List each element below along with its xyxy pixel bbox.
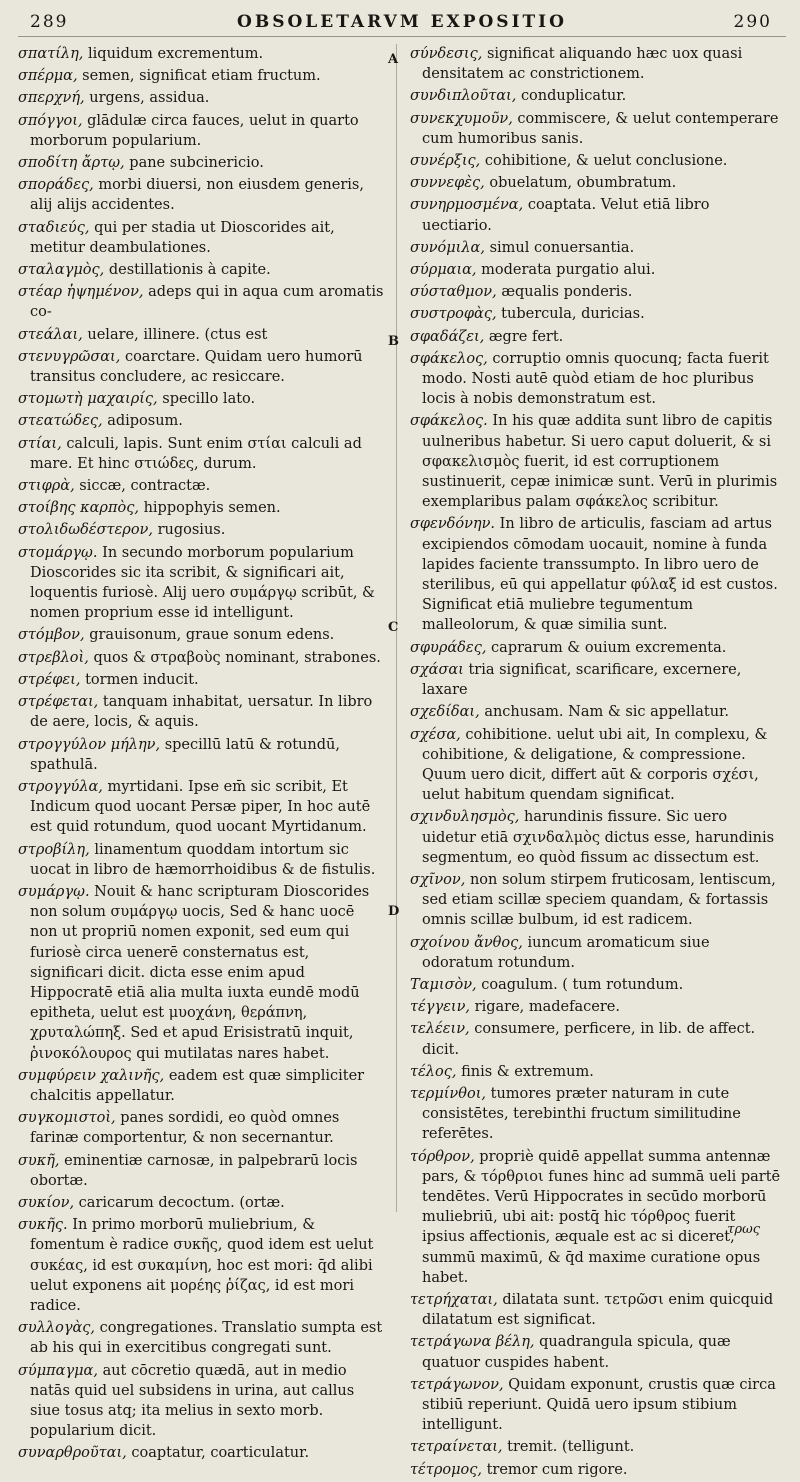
entry-term: συνεκχυμοῦν, xyxy=(410,110,513,127)
entry-definition: tanquam inhabitat, uersatur. In libro de aere, locis, & aquis. xyxy=(30,694,373,731)
entry-definition: Nouit & hanc scripturam Dioscorides non solum συμάργῳ uocis, Sed & hanc uocē non ut propriū nomen exponit, sed eum qui furiosè circa uenerē consternatus est, significari dicit. dicta esse enim apud Hippocratē etiā alia multa iuxta eundē modū epitheta, uelut est μυοχάνη, θεράπνη, χρυταλώπηξ. Sed et apud Erisistratū inquit, ῥινοκόλουρος qui mutilatas nares habet. xyxy=(30,883,370,1062)
entry-definition: tormen inducit. xyxy=(85,671,199,688)
glossary-entry xyxy=(410,86,782,106)
entry-term: σχέσα, xyxy=(410,726,461,743)
entry-definition: In his quæ addita sunt libro de capitis uulneribus habetur. Si uero caput doluerit, & si σφακελισμὸς fuerit, id est corruptionem sustinuerit, cepæ inimicæ sunt. Verū in plurimis exemplaribus palam σφάκελος scribitur. xyxy=(422,413,778,511)
entry-term: τέγγειν, xyxy=(410,999,471,1016)
glossary-entry xyxy=(18,1215,386,1316)
glossary-entry xyxy=(410,1375,782,1436)
page-number-left: 289 xyxy=(30,12,69,32)
entry-term: στροβίλη, xyxy=(18,841,90,858)
entry-definition: simul conuersantia. xyxy=(489,239,635,256)
entry-definition: aut cōcretio quædā, aut in medio natās quid uel subsidens in urina, aut callus siue tosus atq; ita melius in sexto morb. popularium dicit. xyxy=(30,1362,355,1440)
margin-letter-c: C xyxy=(388,620,399,635)
entry-term: σφαδάζει, xyxy=(410,328,485,345)
entry-term: σφάκελος. xyxy=(410,413,488,430)
entry-definition: dilatata sunt. τετρῶσι enim quicquid dilatatum est significat. xyxy=(422,1291,774,1329)
entry-term: σχεδίδαι, xyxy=(410,704,480,721)
entry-definition: Quidam exponunt, crustis quæ circa stibiū reperiunt. Quidā uero ipsum stibium intelligunt. xyxy=(422,1376,776,1434)
glossary-entry xyxy=(18,411,386,431)
entry-definition: tria significat, scarificare, excernere, laxare xyxy=(422,661,742,699)
entry-term: τετρήχαται, xyxy=(410,1291,498,1308)
entry-term: στεατώδες, xyxy=(18,413,103,430)
glossary-entry xyxy=(18,520,386,540)
glossary-entry xyxy=(18,153,386,173)
glossary-entry xyxy=(18,648,386,668)
entry-definition: destillationis à capite. xyxy=(108,262,271,279)
entry-definition: propriè quidē appellat summa antennæ pars, & τόρθριοι funes hinc ad summā ueli partē tendētes. Verū Hippocrates in secūdo morborū muliebriū, ubi ait: postq̄ hic τόρθρος fuerit ipsius affectionis, æquale est ac si diceret, summū maximū, & q̄d maxime curatione opus habet. xyxy=(422,1148,781,1286)
glossary-entry xyxy=(410,173,782,193)
entry-term: σχάσαι xyxy=(410,661,464,678)
right-column xyxy=(410,44,782,1482)
glossary-entry xyxy=(18,625,386,645)
glossary-entry xyxy=(410,44,782,84)
glossary-entry xyxy=(410,870,782,931)
glossary-entry xyxy=(410,1019,782,1059)
glossary-entry xyxy=(18,260,386,280)
glossary-entry xyxy=(410,151,782,171)
entry-definition: cohibitione. uelut ubi ait, In complexu, & cohibitione, & deligatione, & compressione. Quum uero dicit, differt aūt & corporis σχέσι, uelut habitum quendam significat. xyxy=(422,726,768,804)
entry-definition: urgens, assidua. xyxy=(89,90,210,107)
glossary-entry xyxy=(410,238,782,258)
glossary-entry xyxy=(410,282,782,302)
entry-definition: caricarum decoctum. (ortæ. xyxy=(78,1194,285,1211)
glossary-entry xyxy=(18,1108,386,1148)
glossary-entry xyxy=(18,1443,386,1463)
entry-definition: qui per stadia ut Dioscorides ait, metitur deambulationes. xyxy=(30,219,335,256)
entry-definition: myrtidani. Ipse em̄ sic scribit, Et Indicum quod uocant Persæ piper, In hoc autē est quid rotundum, quod uocant Myrtidanum. xyxy=(30,778,371,836)
entry-definition: coaptatur, coarticulatur. xyxy=(131,1445,310,1462)
entry-term: στέαρ ἡψημένον, xyxy=(18,284,144,301)
entry-definition: tumores præter naturam in cute consistētes, terebinthi fructum similitudine referētes. xyxy=(422,1085,741,1143)
glossary-entry xyxy=(410,660,782,700)
entry-term: συκῆς. xyxy=(18,1217,68,1234)
entry-definition: linamentum quoddam intortum sic uocat in libro de hæmorrhoidibus & de fistulis. xyxy=(30,841,376,878)
entry-definition: glādulæ circa fauces, uelut in quarto morborum popularium. xyxy=(30,112,359,149)
glossary-entry xyxy=(410,195,782,235)
entry-definition: semen, significat etiam fructum. xyxy=(82,68,321,85)
glossary-entry xyxy=(410,997,782,1017)
entry-term: συνόμιλα, xyxy=(410,239,485,256)
entry-term: σχῖνον, xyxy=(410,871,466,888)
entry-definition: calculi, lapis. Sunt enim στίαι calculi ad mare. Et hinc στιώδες, durum. xyxy=(30,435,362,472)
entry-definition: uelare, illinere. (ctus est xyxy=(87,326,268,343)
entry-term: σύσταθμον, xyxy=(410,284,497,301)
entry-definition: quos & στραβοὺς nominant, strabones. xyxy=(93,649,381,666)
entry-definition: adeps qui in aqua cum aromatis co- xyxy=(30,284,384,321)
entry-term: στρεβλοὶ, xyxy=(18,649,89,666)
glossary-entry xyxy=(18,1151,386,1191)
entry-definition: In secundo morborum popularium Dioscorides sic ita scribit, & significari ait, loquentis furiosè. Alij uero συμάργῳ scribūt, & nomen proprium esse id intelligunt. xyxy=(30,544,375,622)
margin-letter-a: A xyxy=(388,52,399,67)
entry-term: συγκομιστοὶ, xyxy=(18,1110,116,1127)
entry-definition: eminentiæ carnosæ, in palpebrarū locis obortæ. xyxy=(30,1152,358,1189)
entry-definition: corruptio omnis quocunq; facta fuerit modo. Nosti autē quòd etiam de hoc pluribus locis à nobis demonstratum est. xyxy=(422,350,769,408)
glossary-entry xyxy=(18,498,386,518)
entry-definition: significat aliquando hæc uox quasi densitatem ac constrictionem. xyxy=(422,46,743,83)
glossary-entry xyxy=(18,670,386,690)
entry-term: στοίβης καρπὸς, xyxy=(18,500,139,517)
glossary-entry xyxy=(18,735,386,775)
glossary-entry xyxy=(410,1332,782,1372)
entry-definition: ægre fert. xyxy=(488,328,564,345)
glossary-entry xyxy=(18,218,386,258)
entry-definition: hippophyis semen. xyxy=(143,500,281,517)
glossary-entry xyxy=(18,347,386,387)
entry-term: τελέειν, xyxy=(410,1021,470,1038)
glossary-entry xyxy=(410,1062,782,1082)
entry-term: σφενδόνην. xyxy=(410,516,496,533)
entry-term: στομάργῳ. xyxy=(18,544,98,561)
entry-definition: In libro de articulis, fasciam ad artus excipiendos cōmodam uocauit, nomine à funda lapides faciente transsumpto. In libro uero de sterilibus, eū qui appellatur φύλαξ id est custos. Significat etiā muliebre tegumentum malleolorum, & quæ similia sunt. xyxy=(422,516,778,634)
entry-definition: obuelatum, obumbratum. xyxy=(489,175,677,192)
entry-definition: liquidum excrementum. xyxy=(88,46,264,62)
entry-term: τόρθρον, xyxy=(410,1148,475,1165)
entry-term: στρέφεται, xyxy=(18,694,99,711)
entry-definition: harundinis fissure. Sic uero uidetur etiā σχινδαλμὸς dictus esse, harundinis segmentum, eo quòd fissum ac dissectum est. xyxy=(422,809,775,866)
catchword: τρως xyxy=(727,1222,760,1237)
entry-definition: conduplicatur. xyxy=(520,88,627,105)
entry-definition: cohibitione, & uelut conclusione. xyxy=(484,153,728,170)
entry-definition: tubercula, duricias. xyxy=(501,306,645,323)
glossary-entry xyxy=(18,111,386,151)
glossary-entry xyxy=(410,1084,782,1145)
entry-term: τέλος, xyxy=(410,1063,457,1080)
entry-definition: grauisonum, graue sonum edens. xyxy=(89,627,335,644)
entry-term: συκίον, xyxy=(18,1194,75,1211)
entry-definition: siccæ, contractæ. xyxy=(79,478,211,495)
entry-definition: In primo morborū muliebrium, & fomentum è radice συκῆς, quod idem est uelut συκέας, id est συκαμίνη, hoc est mori: q̄d alibi uelut exponens ait μορέης ῥίζας, id est mori radice. xyxy=(30,1217,374,1314)
entry-term: σπέρμα, xyxy=(18,68,78,85)
entry-definition: coagulum. ( tum rotundum. xyxy=(481,976,684,993)
entry-term: σφυράδες, xyxy=(410,639,487,656)
glossary-entry xyxy=(18,1361,386,1442)
margin-letter-d: D xyxy=(388,904,400,919)
glossary-entry xyxy=(410,702,782,722)
entry-definition: iuncum aromaticum siue odoratum rotundum. xyxy=(422,934,710,971)
entry-definition: pane subcinericio. xyxy=(129,155,264,172)
entry-term: συστροφὰς, xyxy=(410,306,497,323)
entry-term: τερμίνθοι, xyxy=(410,1085,487,1102)
entry-definition: commiscere, & uelut contemperare cum humoribus sanis. xyxy=(422,110,779,147)
entry-term: στρογγύλον μήλην, xyxy=(18,736,161,753)
glossary-entry xyxy=(410,975,782,995)
entry-term: Ταμισὸν, xyxy=(410,976,477,993)
page-header xyxy=(18,10,786,37)
entry-term: σταλαγμὸς, xyxy=(18,262,105,279)
glossary-entry xyxy=(18,282,386,322)
glossary-entry xyxy=(18,777,386,838)
glossary-entry xyxy=(18,434,386,474)
glossary-entry xyxy=(410,638,782,658)
entry-definition: coarctare. Quidam uero humorū transitus concludere, ac resiccare. xyxy=(30,348,363,386)
glossary-entry xyxy=(410,807,782,868)
entry-definition: consumere, perficere, in lib. de affect. dicit. xyxy=(422,1021,756,1058)
glossary-entry xyxy=(410,411,782,512)
entry-term: τετραίνεται, xyxy=(410,1439,503,1456)
glossary-entry xyxy=(410,1437,782,1457)
glossary-entry xyxy=(18,44,386,64)
glossary-entry xyxy=(18,1318,386,1358)
entry-term: σχινδυλησμὸς, xyxy=(410,809,520,826)
glossary-entry xyxy=(18,325,386,345)
entry-term: στρέφει, xyxy=(18,671,81,688)
entry-definition: tremit. (telligunt. xyxy=(507,1439,635,1456)
entry-definition: finis & extremum. xyxy=(461,1063,594,1080)
entry-definition: specillo lato. xyxy=(162,391,256,408)
entry-definition: coaptata. Velut etiā libro uectiario. xyxy=(422,197,710,234)
entry-term: σύμπαγμα, xyxy=(18,1362,98,1379)
entry-definition: moderata purgatio alui. xyxy=(481,262,656,279)
glossary-entry xyxy=(18,882,386,1064)
entry-definition: congregationes. Translatio sumpta est ab his qui in exercitibus congregati sunt. xyxy=(30,1320,383,1357)
margin-letter-b: B xyxy=(388,334,399,349)
left-column xyxy=(18,44,386,1466)
entry-term: σπερχνή, xyxy=(18,90,85,107)
entry-term: στολιδωδέστερον, xyxy=(18,522,153,539)
entry-definition: caprarum & ouium excrementa. xyxy=(491,639,727,656)
glossary-entry xyxy=(18,543,386,624)
entry-term: συνηρμοσμένα, xyxy=(410,197,524,214)
entry-definition: adiposum. xyxy=(107,413,183,430)
entry-term: στίαι, xyxy=(18,435,62,452)
entry-term: στενυγρῶσαι, xyxy=(18,348,121,365)
glossary-entry xyxy=(410,1290,782,1330)
glossary-entry xyxy=(410,109,782,149)
entry-definition: specillū latū & rotundū, spathulā. xyxy=(30,736,340,773)
glossary-entry xyxy=(18,1193,386,1213)
entry-definition: anchusam. Nam & sic appellatur. xyxy=(484,704,729,721)
glossary-entry xyxy=(410,260,782,280)
entry-term: συμφύρειν χαλινῆς, xyxy=(18,1067,165,1084)
glossary-entry xyxy=(410,1147,782,1288)
entry-definition: tremor cum rigore. xyxy=(486,1461,628,1478)
entry-definition: rugosius. xyxy=(157,522,226,539)
entry-term: συμάργῳ. xyxy=(18,883,90,900)
glossary-entry xyxy=(18,88,386,108)
entry-term: σταδιεύς, xyxy=(18,219,90,236)
entry-definition: non solum stirpem fruticosam, lentiscum, sed etiam scillæ speciem quandam, & fortassis omnis scillæ bulbum, id est radicem. xyxy=(422,871,776,929)
entry-term: στόμβον, xyxy=(18,627,85,644)
entry-term: σποδίτη ἄρτῳ, xyxy=(18,155,125,172)
entry-term: σχοίνου ἄνθος, xyxy=(410,934,523,951)
entry-definition: eadem est quæ simpliciter chalcitis appellatur. xyxy=(30,1067,365,1104)
glossary-entry xyxy=(410,304,782,324)
entry-term: στιφρὰ, xyxy=(18,478,75,495)
glossary-entry xyxy=(18,840,386,880)
entry-term: συνέρξις, xyxy=(410,153,481,170)
entry-term: τέτρομος, xyxy=(410,1461,482,1478)
entry-term: τετράγωνον, xyxy=(410,1376,504,1393)
entry-term: στεάλαι, xyxy=(18,326,83,343)
glossary-entry xyxy=(18,1066,386,1106)
glossary-entry xyxy=(410,327,782,347)
running-title: OBSOLETARVM EXPOSITIO xyxy=(237,12,567,32)
entry-term: στρογγύλα, xyxy=(18,778,103,795)
entry-term: συνδιπλοῦται, xyxy=(410,88,517,105)
entry-term: σποράδες, xyxy=(18,177,94,194)
entry-term: σπόγγοι, xyxy=(18,112,83,129)
glossary-entry xyxy=(18,175,386,215)
entry-term: σύρμαια, xyxy=(410,262,477,279)
page-number-right: 290 xyxy=(733,12,772,32)
entry-term: συκῆ, xyxy=(18,1152,60,1169)
glossary-entry xyxy=(18,476,386,496)
glossary-entry xyxy=(410,514,782,635)
entry-term: συλλογὰς, xyxy=(18,1320,96,1337)
entry-definition: quadrangula spicula, quæ quatuor cuspides habent. xyxy=(422,1334,731,1371)
entry-term: συννεφὲς, xyxy=(410,175,485,192)
glossary-entry xyxy=(410,1460,782,1480)
entry-definition: panes sordidi, eo quòd omnes farinæ comportentur, & non secernantur. xyxy=(30,1110,340,1147)
entry-term: σπατίλη, xyxy=(18,46,84,62)
entry-definition: æqualis ponderis. xyxy=(501,284,633,301)
entry-definition: morbi diuersi, non eiusdem generis, alij alijs accidentes. xyxy=(30,177,364,214)
glossary-entry xyxy=(18,66,386,86)
entry-term: σφάκελος, xyxy=(410,350,488,367)
entry-term: τετράγωνα βέλη, xyxy=(410,1334,535,1351)
glossary-entry xyxy=(18,692,386,732)
glossary-entry xyxy=(410,933,782,973)
glossary-entry xyxy=(410,725,782,806)
entry-term: σύνδεσις, xyxy=(410,46,483,62)
entry-term: συναρθροῦται, xyxy=(18,1445,127,1462)
glossary-entry xyxy=(18,389,386,409)
glossary-entry xyxy=(410,349,782,410)
entry-term: στομωτὴ μαχαιρίς, xyxy=(18,391,158,408)
entry-definition: rigare, madefacere. xyxy=(474,999,620,1016)
